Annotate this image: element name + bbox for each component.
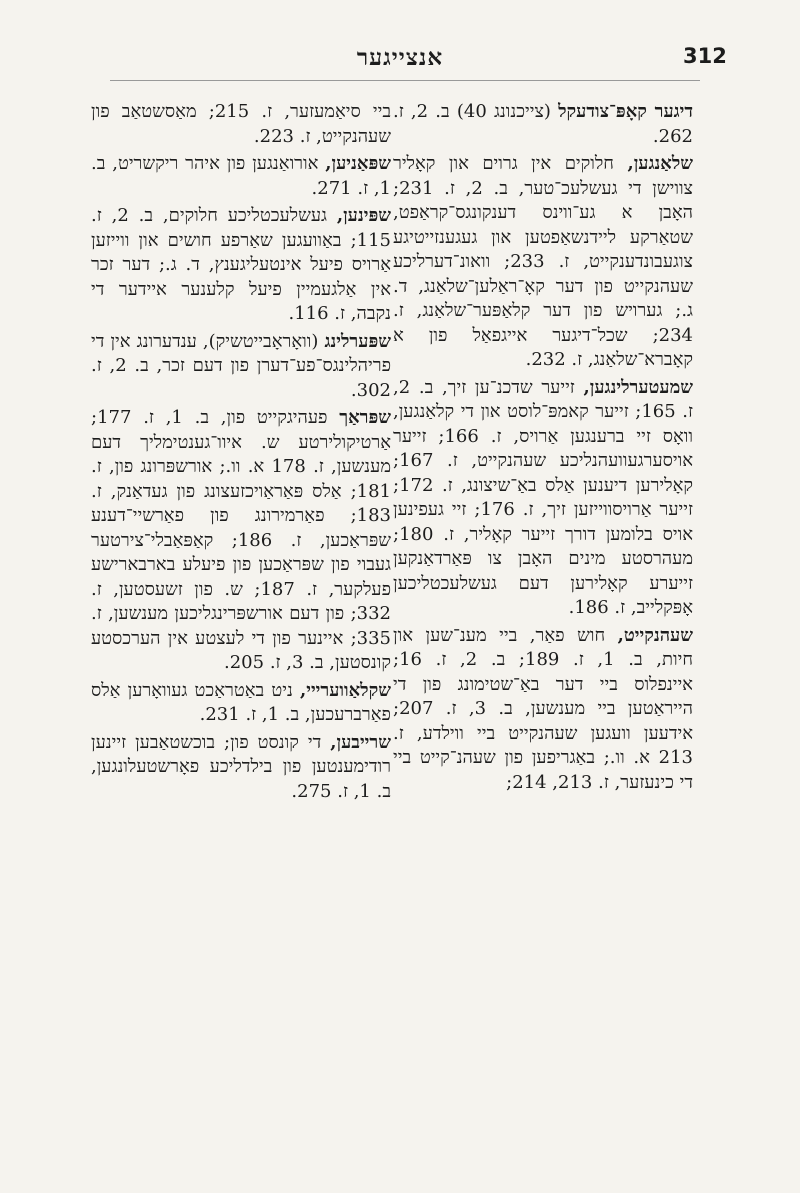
index-entry <box>91 152 391 201</box>
right-column <box>393 100 693 798</box>
page-number: 312 <box>683 44 727 68</box>
index-entry <box>393 376 693 621</box>
running-head: אנצייגער <box>356 44 444 71</box>
index-entry <box>91 406 391 676</box>
index-entry <box>91 330 391 404</box>
entry-text: געשלעכטליכע חלוקים, ב. 2, ז. 115; באַוועגען שאַרפע חושים און ווייזען אַרויס פיעל אינטעליגענץ, ד. ג.; דער זכר אין אַלגעמיין פיעל קלענער איידער די נקבה, ז. 116. <box>91 205 391 324</box>
index-entry <box>393 152 693 373</box>
entry-text: די קונסט פון; בוכשטאַבען זיינען רודימענטען פון בילדליכע פאָרשטעלונגען, ב. 1, ז. 275. <box>91 731 391 802</box>
index-entry <box>91 204 391 327</box>
entry-headword: שקלאַווערייי, <box>299 679 391 701</box>
header-rule <box>110 80 700 81</box>
entry-text: (וואָראָבייטשיק), ענדערונג אין די פריהלינגס־פע־דערן פון דעם זכר, ב. 2, ז. 302. <box>91 330 391 401</box>
entry-text: חלוקים אין גרוים און קאָליר צווישן די געשלעכ־טער, ב. 2, ז. 231; האָבן א גע־ווינס דענקונגס־קראַפט, שטאַרקע ליידנשאַפטען און געגענזייטיגע צוגעבונדענקייט, ז. 233; וואונ־דערליכע שעהנקייט פון דער קאָ־ראַלען־שלאַנג, ד. ג.; גערויש פון דער קלאַפּער־שלאַנג, ז. 234; שכל־דיגער אייגפאַל פון א קאָברא־שלאַנג, ז. 232. <box>393 153 693 370</box>
entry-headword: שפּערלינג <box>324 330 391 352</box>
entry-headword: שרייבען, <box>330 731 391 753</box>
entry-headword: דיגער קאָפּ־צודעקל <box>558 101 693 122</box>
entry-text: ביי סיאַמעזער, ז. 215; מאַסשטאַב פון שעהנקייט, ז. 223. <box>91 101 392 147</box>
index-entry <box>91 731 391 805</box>
entry-headword: שלאַנגען, <box>627 153 693 174</box>
index-entry <box>91 679 391 728</box>
entry-headword: שפּינען, <box>336 205 391 226</box>
entry-headword: שפּאַניען, <box>325 153 391 174</box>
index-entry <box>393 624 693 796</box>
index-entry <box>393 100 693 149</box>
entry-headword: שעהנקייט, <box>617 624 693 646</box>
entry-text: (צייכנונג 40) ב. 2, ז. 262. <box>393 101 693 147</box>
index-entry <box>91 100 391 149</box>
entry-text: זייער שדכנ־ען זיך, ב. 2, ז. 165; זייער קאמפּ־לוסט און די קלאַנגען, וואָס זיי ברענגען אַרויס, ז. 166; זייער אויסערגעוועהנליכע שעהנקייט, ז. 167; קאָלירען דיענען אַלס באַ־שיצונג, ז. 172; זייער אַרויסווייזען זיך, ז. 176; זיי געפינען אויס בלומען דורך זייער קאָליר, ז. 180; מעהרסטע מינים האָבן צו פּאַרדאַנקען זייערע קאָלירען דעם געשלעכטליכען אָפּקלייב, ז. 186. <box>393 376 694 618</box>
entry-text: ניט באַטראַכט געוואָרען אַלס פאַרברעכען, ב. 1, ז. 231. <box>91 679 391 725</box>
entry-text: חוש פאַר, ביי מענ־שען און חיות, ב. 1, ז. 189; ב. 2, ז. 16; איינפלוס ביי דער באַ־שטימונג פון די הייראַטען ביי מענשען, ב. 3, ז. 207; אידעען וועגען שעהנקייט ביי ווילדע, ז. 213 א. וו.; באַגריפען פון שעהנ־קייט ביי די כינעזער, ז. 213, 214; <box>393 624 694 793</box>
entry-headword: שפּראַך <box>339 407 392 428</box>
left-column <box>91 100 391 807</box>
entry-text: אורואַנגען פון איהר ריקשריט, ב. 1, ז. 271. <box>91 153 391 199</box>
page-header <box>0 44 800 80</box>
entry-text: פעהיגקייט פון, ב. 1, ז. 177; אַרטיקולירטע ש. איוו־גענטימליך דעם מענשען, ז. 178 א. וו.; אורשפּרונג פון, ז. 181; אַלס פּאַראַויכזעצונג פון געדאַנק, ז. 183; פאַרמירונג פון פאַרשיי־דענע שפּראַכען, ז. 186; קאַפּאַבלי־צירטער געבוי פון שפּראַכען פון פיעלע בארבארישע פעלקער, ז. 187; ש. פון זשעסטען, ז. 332; פון דעם אורשפּרינגליכען מענשען, ז. 335; איינער פון די לעצטע אין הערכסטע קונסטען, ב. 3, ז. 205. <box>91 407 391 673</box>
entry-headword: שמעטערלינגען, <box>583 376 693 398</box>
